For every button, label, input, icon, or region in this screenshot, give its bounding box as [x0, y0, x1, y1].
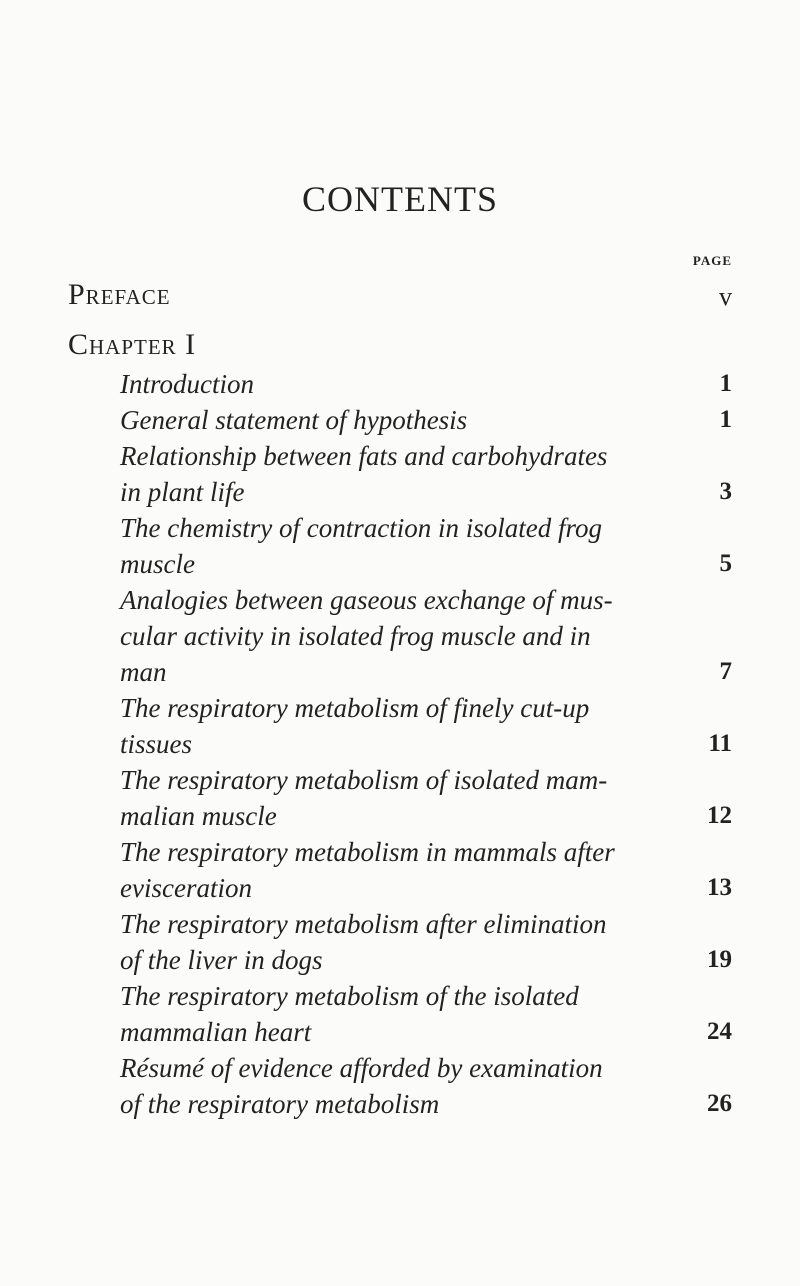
toc-entry-line: evisceration — [120, 873, 252, 903]
toc-entry-page-number: 12 — [707, 802, 732, 829]
chapter-heading: Chapter I — [68, 328, 197, 361]
toc-entry — [120, 1050, 732, 1122]
toc-entry-line: Résumé of evidence afforded by examination — [120, 1053, 603, 1083]
toc-entry-line: mammalian heart — [120, 1017, 312, 1047]
toc-entry — [120, 582, 732, 690]
toc-entry-line: tissues — [120, 729, 193, 759]
toc-entry-line: The respiratory metabolism of isolated mam- — [120, 765, 608, 795]
toc-entry-line: Relationship between fats and carbohydrates — [120, 441, 608, 471]
toc-entry-line: Analogies between gaseous exchange of mus- — [120, 585, 613, 615]
toc-entry-page-number: 26 — [707, 1090, 732, 1117]
toc-entry-line: muscle — [120, 549, 195, 579]
toc-entry-line: cular activity in isolated frog muscle and in — [120, 621, 591, 651]
toc-entry — [120, 510, 732, 582]
toc-entry-line: The respiratory metabolism of the isolated — [120, 981, 579, 1011]
toc-entry-line: The respiratory metabolism of finely cut-up — [120, 693, 590, 723]
toc-entry-line: The respiratory metabolism in mammals after — [120, 837, 615, 867]
toc-entry — [120, 438, 732, 510]
toc-entry-page-number: 7 — [719, 658, 732, 685]
toc-entry — [120, 762, 732, 834]
toc-entry-line: malian muscle — [120, 801, 277, 831]
toc-entry-line: in plant life — [120, 477, 245, 507]
toc-entry-page-number: 3 — [719, 478, 732, 505]
toc-entry-page-number: 1 — [719, 406, 732, 433]
preface-label: Preface — [68, 278, 171, 311]
page-column-label: PAGE — [692, 253, 732, 268]
toc-entry — [120, 906, 732, 978]
toc-entry-page-number: 5 — [719, 550, 732, 577]
toc-entry-line: of the respiratory metabolism — [120, 1089, 440, 1119]
toc-entry — [120, 690, 732, 762]
page-title: CONTENTS — [302, 179, 498, 219]
toc-entry-line: The respiratory metabolism after elimination — [120, 909, 607, 939]
toc-entry-page-number: 1 — [719, 370, 732, 397]
toc-entry — [120, 366, 732, 402]
toc-entry-page-number: 11 — [708, 730, 732, 757]
toc-entry — [120, 402, 732, 438]
toc-preface-entry — [68, 278, 732, 320]
toc-entry-line: Introduction — [120, 369, 254, 399]
toc-entry-page-number: 24 — [707, 1018, 732, 1045]
toc-entry-list — [120, 366, 732, 1122]
toc-entry — [120, 834, 732, 906]
toc-entry-line: General statement of hypothesis — [120, 405, 468, 435]
preface-page-number: v — [719, 282, 732, 311]
toc-entry — [120, 978, 732, 1050]
toc-entry-line: man — [120, 657, 167, 687]
toc-entry-page-number: 19 — [707, 946, 732, 973]
toc-entry-line: The chemistry of contraction in isolated frog — [120, 513, 602, 543]
toc-entry-page-number: 13 — [707, 874, 732, 901]
toc-entry-line: of the liver in dogs — [120, 945, 323, 975]
